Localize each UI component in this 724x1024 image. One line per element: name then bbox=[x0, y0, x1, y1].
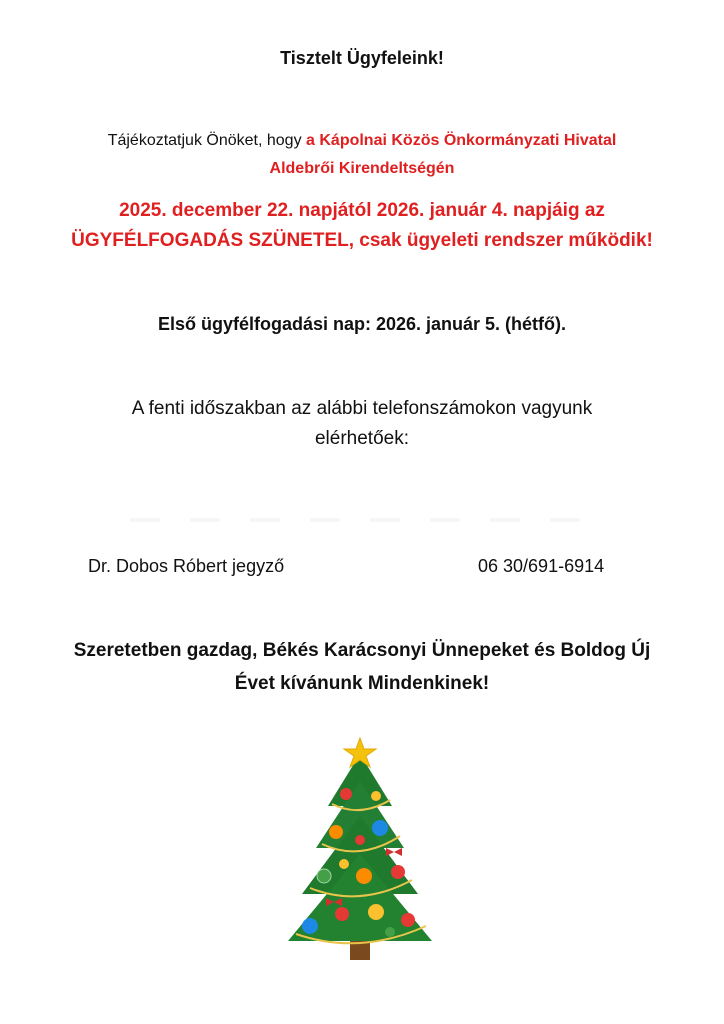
closure-period-line1: 2025. december 22. napjától 2026. január 4. napjáig az bbox=[119, 200, 605, 221]
office-name-line1: a Kápolnai Közös Önkormányzati Hivatal bbox=[306, 132, 617, 149]
faded-divider bbox=[130, 518, 610, 522]
intro-line bbox=[0, 132, 724, 150]
holiday-wish-line1: Szeretetben gazdag, Békés Karácsonyi Ünnepeket és Boldog Új bbox=[73, 640, 651, 661]
contact-phone: 06 30/691-6914 bbox=[478, 556, 605, 576]
intro-prefix: Tájékoztatjuk Önöket, hogy bbox=[107, 132, 307, 149]
office-name-line2: Aldebrői Kirendeltségén bbox=[269, 160, 455, 177]
first-reception-day: Első ügyfélfogadási nap: 2026. január 5. (hétfő). bbox=[157, 314, 567, 334]
contact-name: Dr. Dobos Róbert jegyző bbox=[88, 556, 285, 576]
contact-info-line2: elérhetőek: bbox=[314, 428, 409, 449]
holiday-wish-line2: Évet kívánunk Mindenkinek! bbox=[234, 673, 490, 694]
christmas-tree-icon bbox=[280, 736, 440, 966]
closure-period-line2: ÜGYFÉLFOGADÁS SZÜNETEL, csak ügyeleti rendszer működik! bbox=[71, 230, 653, 251]
greeting-heading: Tisztelt Ügyfeleink! bbox=[280, 48, 444, 68]
contact-info-line1: A fenti időszakban az alábbi telefonszámokon vagyunk bbox=[131, 398, 593, 419]
